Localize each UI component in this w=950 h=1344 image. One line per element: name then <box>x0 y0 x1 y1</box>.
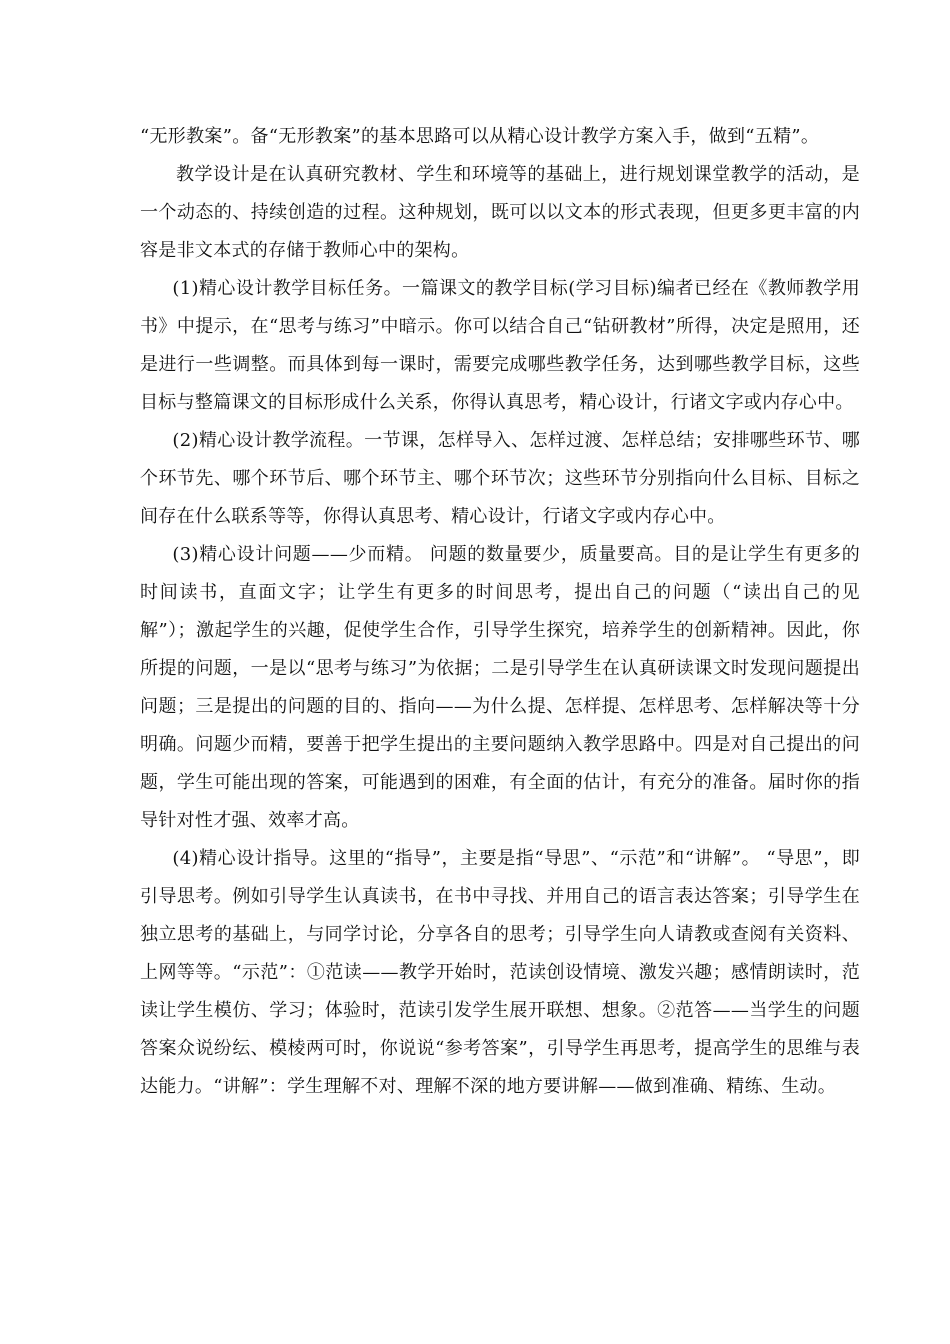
document-body <box>140 118 860 1106</box>
paragraph-point-2-flow: (2)精心设计教学流程。一节课，怎样导入、怎样过渡、怎样总结；安排哪些环节、哪个环节先、哪个环节后、哪个环节主、哪个环节次；这些环节分别指向什么目标、目标之间存在什么联系等等，你得认真思考、精心设计，行诸文字或内存心中。 <box>140 430 860 527</box>
paragraph-point-4-guidance: (4)精心设计指导。这里的“指导”，主要是指“导思”、“示范”和“讲解”。 “导思”，即引导思考。例如引导学生认真读书，在书中寻找、并用自己的语言表达答案；引导学生在独立思考的基础上，与同学讨论，分享各自的思考；引导学生向人请教或查阅有关资料、上网等等。“示范”：①范读——教学开始时，范读创设情境、激发兴趣；感情朗读时，范读让学生模仿、学习；体验时，范读引发学生展开联想、想象。②范答——当学生的问题答案众说纷纭、模棱两可时，你说说“参考答案”，引导学生再思考，提高学生的思维与表达能力。“讲解”：学生理解不对、理解不深的地方要讲解——做到准确、精练、生动。 <box>140 848 860 1097</box>
paragraph-point-3-questions: (3)精心设计问题——少而精。 问题的数量要少，质量要高。目的是让学生有更多的时间读书，直面文字；让学生有更多的时间思考，提出自己的问题（“读出自己的见解”）；激起学生的兴趣，促使学生合作，引导学生探究，培养学生的创新精神。因此，你所提的问题，一是以“思考与练习”为依据；二是引导学生在认真研读课文时发现问题提出问题；三是提出的问题的目的、指向——为什么提、怎样提、怎样思考、怎样解决等十分明确。问题少而精，要善于把学生提出的主要问题纳入教学思路中。四是对自己提出的问题，学生可能出现的答案，可能遇到的困难，有全面的估计，有充分的准备。届时你的指导针对性才强、效率才高。 <box>140 544 860 831</box>
paragraph-teaching-design: 教学设计是在认真研究教材、学生和环境等的基础上，进行规划课堂教学的活动，是一个动态的、持续创造的过程。这种规划，既可以以文本的形式表现，但更多更丰富的内容是非文本式的存储于教师心中的架构。 <box>140 164 860 261</box>
paragraph-point-1-goals: (1)精心设计教学目标任务。一篇课文的教学目标(学习目标)编者已经在《教师教学用书》中提示，在“思考与练习”中暗示。你可以结合自己“钻研教材”所得，决定是照用，还是进行一些调整。而具体到每一课时，需要完成哪些教学任务，达到哪些教学目标，这些目标与整篇课文的目标形成什么关系，你得认真思考，精心设计，行诸文字或内存心中。 <box>140 278 860 413</box>
paragraph-intro-continuation: “无形教案”。备“无形教案”的基本思路可以从精心设计教学方案入手，做到“五精”。 <box>140 126 820 147</box>
